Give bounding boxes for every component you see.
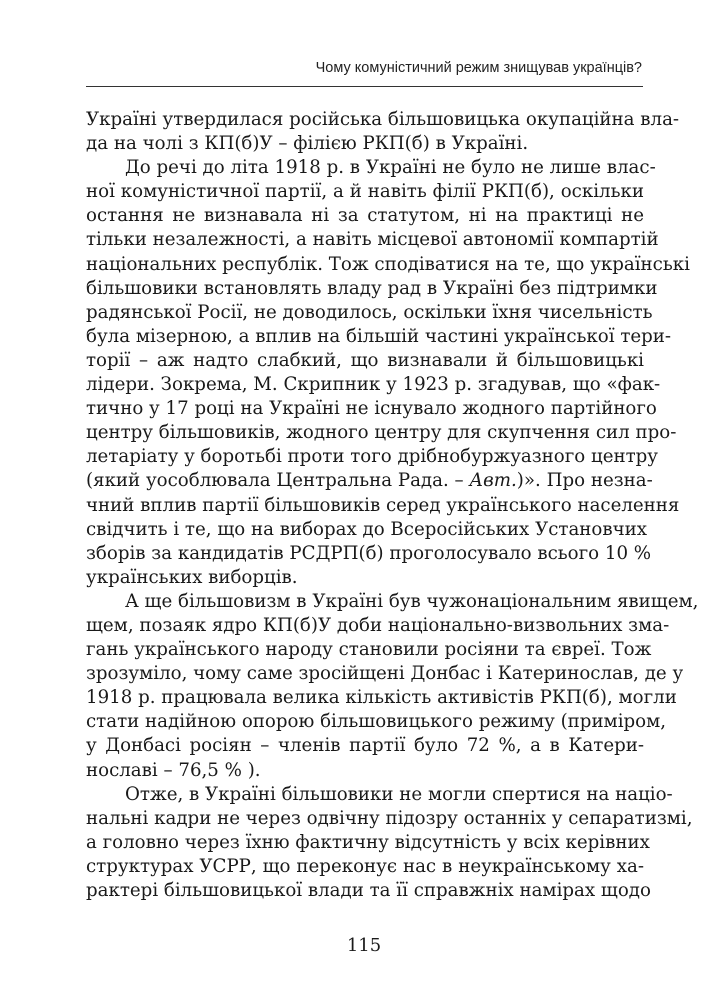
text-line: (який уособлювала Центральна Рада. – Авт.)». Про незна-	[86, 470, 653, 492]
text-line: була мізерною, а вплив на більшій частині української тери-	[86, 325, 672, 347]
text-line: тично у 17 році на Україні не існувало жодного партійного	[86, 398, 657, 420]
text-line: у Донбасі росіян – членів партії було 72 %, а в Катери-	[86, 735, 644, 757]
text-line: стати надійною опорою більшовицького режиму (приміром,	[86, 711, 667, 733]
paragraph	[86, 590, 699, 783]
text-line: центру більшовиків, жодного центру для скупчення сил про-	[86, 422, 677, 444]
text-line: зрозуміло, чому саме зросійщені Донбас і Катеринослав, де у	[86, 663, 684, 685]
header-rule	[86, 86, 643, 87]
text-line: Отже, в Україні більшовики не могли спертися на націо-	[125, 783, 673, 805]
text-line: да на чолі з КП(б)У – філією РКП(б) в Україні.	[86, 133, 529, 155]
text-line: остання не визнавала ні за статутом, ні на практиці не	[86, 205, 644, 227]
paragraph	[86, 783, 693, 903]
text-line: нальні кадри не через одвічну підозру останніх у сепаратизмі,	[86, 807, 693, 829]
text-line: зборів за кандидатів РСДРП(б) проголосувало всього 10 %	[86, 542, 652, 564]
body-text	[86, 108, 699, 903]
text-line: летаріату у боротьбі проти того дрібнобуржуазного центру	[86, 446, 658, 468]
author-abbreviation: Авт.	[469, 470, 517, 492]
text-line: лідери. Зокрема, М. Скрипник у 1923 р. згадував, що «фак-	[86, 374, 661, 396]
text-line: структурах УСРР, що переконує нас в неукраїнському ха-	[86, 855, 644, 877]
text-line: більшовики встановлять владу рад в Україні без підтримки	[86, 277, 658, 299]
text-line: щем, позаяк ядро КП(б)У доби національно-визвольних зма-	[86, 614, 670, 636]
text-line: чний вплив партії більшовиків серед українського населення	[86, 494, 680, 516]
text-line: національних республік. Тож сподіватися на те, що українські	[86, 253, 690, 275]
text-line: 1918 р. працювала велика кількість активістів РКП(б), могли	[86, 687, 677, 709]
text-line: гань українського народу становили росіяни та євреї. Тож	[86, 639, 652, 661]
text-line: Україні утвердилася російська більшовицька окупаційна вла-	[86, 109, 680, 130]
text-line: торії – аж надто слабкий, що визнавали й більшовицькі	[86, 349, 644, 371]
running-head: Чому комуністичний режим знищував українців?	[315, 60, 642, 76]
text-line: рактері більшовицької влади та її справжніх намірах щодо	[86, 880, 651, 901]
paragraph	[86, 156, 690, 590]
text-line: А ще більшовизм в Україні був чужонаціональним явищем,	[125, 590, 699, 612]
text-line: а головно через їхню фактичну відсутність у всіх керівних	[86, 831, 650, 853]
text-line: радянської Росії, не доводилось, оскільки їхня чисельність	[86, 301, 653, 323]
text-line: українських виборців.	[86, 566, 298, 588]
text-line: тільки незалежності, а навіть місцевої автономії компартій	[86, 229, 659, 251]
text-line: ної комуністичної партії, а й навіть філії РКП(б), оскільки	[86, 181, 644, 203]
text-line: свідчить і те, що на виборах до Всеросійських Установчих	[86, 518, 648, 540]
page-number: 115	[346, 935, 382, 956]
paragraph	[86, 108, 680, 156]
text-line: нославі – 76,5 % ).	[86, 759, 261, 781]
text-line: До речі до літа 1918 р. в Україні не було не лише влас-	[125, 157, 656, 179]
